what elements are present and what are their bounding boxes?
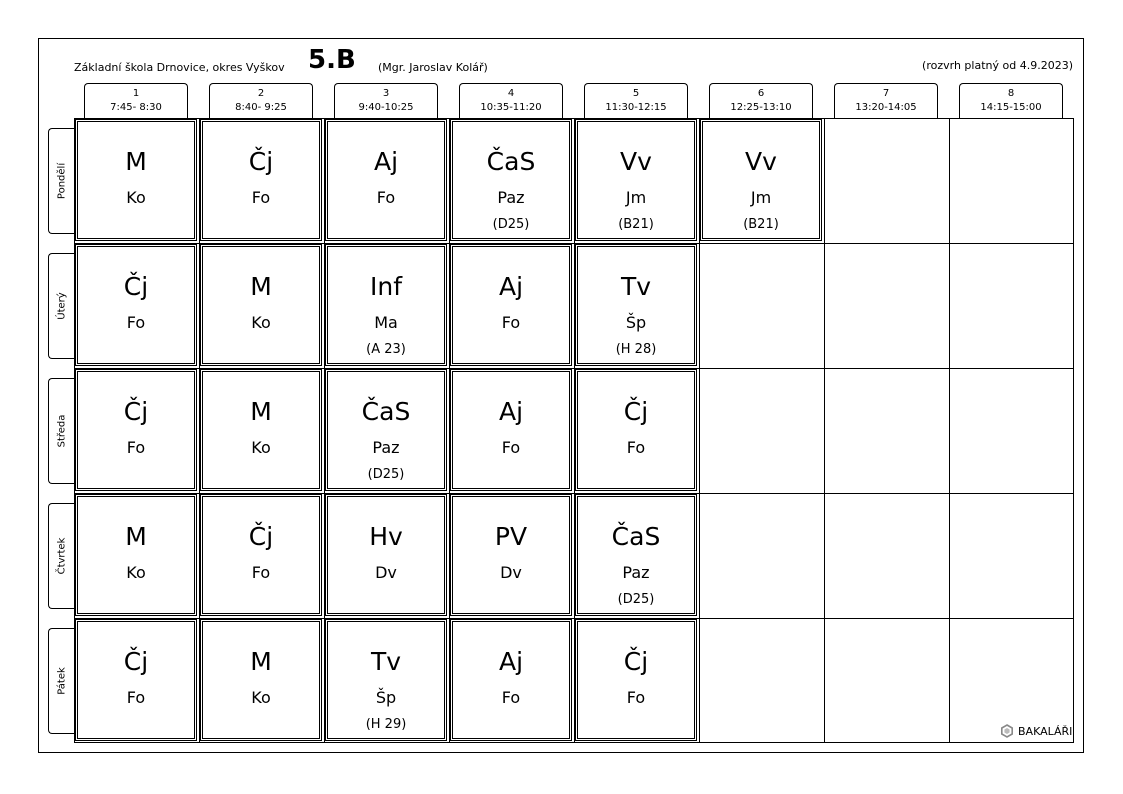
lesson-subject: Inf <box>369 272 403 301</box>
day-label <box>48 253 74 359</box>
period-number: 1 <box>132 88 140 99</box>
lesson-room: (D25) <box>492 217 530 232</box>
day-label <box>48 378 74 484</box>
lesson-cell <box>575 244 697 366</box>
lesson-room: (H 29) <box>365 717 407 732</box>
day-name: Pondělí <box>56 162 67 200</box>
lesson-subject: Čj <box>248 147 274 176</box>
lesson-subject: Čj <box>623 647 649 676</box>
period-time: 14:15-15:00 <box>980 102 1042 113</box>
lesson-subject: Aj <box>498 647 524 676</box>
lesson-teacher: Ko <box>251 688 271 707</box>
lesson-cell <box>450 494 572 616</box>
lesson-cell <box>325 494 447 616</box>
lesson-subject: Aj <box>373 147 399 176</box>
lesson-subject: Hv <box>369 522 403 551</box>
period-number: 5 <box>632 88 640 99</box>
lesson-teacher: Fo <box>626 438 646 457</box>
period-header <box>584 83 688 119</box>
lesson-teacher: Fo <box>376 188 396 207</box>
lesson-subject: M <box>250 647 272 676</box>
grid-column-divider <box>824 119 825 742</box>
period-header <box>834 83 938 119</box>
lesson-teacher: Fo <box>126 438 146 457</box>
lesson-cell <box>325 369 447 491</box>
class-teacher: (Mgr. Jaroslav Kolář) <box>378 61 488 74</box>
lesson-cell <box>200 244 322 366</box>
lesson-room: (B21) <box>743 217 779 232</box>
lesson-teacher: Paz <box>497 188 525 207</box>
lesson-teacher: Ko <box>126 563 146 582</box>
day-label <box>48 503 74 609</box>
lesson-cell <box>325 619 447 741</box>
lesson-cell <box>450 119 572 241</box>
lesson-cell <box>200 369 322 491</box>
lesson-room: (D25) <box>367 467 405 482</box>
lesson-subject: Tv <box>370 647 402 676</box>
lesson-cell <box>575 619 697 741</box>
lesson-teacher: Ma <box>374 313 398 332</box>
lesson-teacher: Šp <box>625 313 647 332</box>
period-header <box>334 83 438 119</box>
lesson-teacher: Ko <box>251 313 271 332</box>
lesson-cell <box>75 369 197 491</box>
lesson-teacher: Paz <box>372 438 400 457</box>
period-time: 11:30-12:15 <box>605 102 667 113</box>
lesson-cell <box>450 619 572 741</box>
day-label <box>48 628 74 734</box>
lesson-teacher: Fo <box>251 563 271 582</box>
lesson-cell <box>325 119 447 241</box>
lesson-subject: M <box>125 147 147 176</box>
lesson-cell <box>450 244 572 366</box>
period-number: 8 <box>1007 88 1015 99</box>
lesson-cell <box>75 244 197 366</box>
lesson-teacher: Ko <box>126 188 146 207</box>
school-name: Základní škola Drnovice, okres Vyškov <box>74 61 285 74</box>
lesson-cell <box>325 244 447 366</box>
lesson-subject: ČaS <box>361 397 411 426</box>
lesson-cell <box>575 369 697 491</box>
lesson-subject: M <box>250 272 272 301</box>
period-header <box>84 83 188 119</box>
bakalari-logo-icon <box>1000 724 1014 738</box>
lesson-subject: ČaS <box>486 147 536 176</box>
lesson-cell <box>575 119 697 241</box>
lesson-subject: Vv <box>745 147 777 176</box>
lesson-cell <box>200 119 322 241</box>
lesson-room: (B21) <box>618 217 654 232</box>
lesson-room: (H 28) <box>615 342 657 357</box>
lesson-teacher: Dv <box>375 563 397 582</box>
lesson-cell <box>75 119 197 241</box>
lesson-cell <box>575 494 697 616</box>
lesson-subject: Tv <box>620 272 652 301</box>
period-number: 6 <box>757 88 765 99</box>
valid-from: (rozvrh platný od 4.9.2023) <box>922 59 1073 72</box>
lesson-room: (A 23) <box>366 342 406 357</box>
lesson-subject: Čj <box>623 397 649 426</box>
period-time: 13:20-14:05 <box>855 102 917 113</box>
period-time: 8:40- 9:25 <box>235 102 287 113</box>
bakalari-logo <box>1000 724 1072 738</box>
lesson-cell <box>450 369 572 491</box>
lesson-subject: Aj <box>498 272 524 301</box>
period-header <box>459 83 563 119</box>
lesson-teacher: Fo <box>126 688 146 707</box>
period-number: 2 <box>257 88 265 99</box>
lesson-room: (D25) <box>617 592 655 607</box>
period-header <box>209 83 313 119</box>
lesson-cell <box>200 494 322 616</box>
lesson-cell <box>700 119 822 241</box>
period-number: 7 <box>882 88 890 99</box>
lesson-teacher: Jm <box>625 188 647 207</box>
lesson-subject: Čj <box>123 272 149 301</box>
period-number: 4 <box>507 88 515 99</box>
lesson-teacher: Fo <box>251 188 271 207</box>
lesson-subject: M <box>125 522 147 551</box>
lesson-subject: M <box>250 397 272 426</box>
lesson-subject: PV <box>494 522 528 551</box>
lesson-teacher: Jm <box>750 188 772 207</box>
logo-text: BAKALÁŘI <box>1018 724 1073 738</box>
lesson-subject: Čj <box>248 522 274 551</box>
lesson-cell <box>200 619 322 741</box>
day-name: Čtvrtek <box>56 537 67 575</box>
lesson-teacher: Fo <box>501 688 521 707</box>
period-time: 7:45- 8:30 <box>110 102 162 113</box>
lesson-teacher: Fo <box>501 313 521 332</box>
grid-column-divider <box>949 119 950 742</box>
day-name: Středa <box>56 414 67 448</box>
day-name: Úterý <box>56 292 67 320</box>
lesson-cell <box>75 619 197 741</box>
lesson-teacher: Ko <box>251 438 271 457</box>
lesson-subject: ČaS <box>611 522 661 551</box>
lesson-teacher: Paz <box>622 563 650 582</box>
lesson-teacher: Fo <box>126 313 146 332</box>
class-name: 5.B <box>308 45 356 75</box>
lesson-subject: Vv <box>620 147 652 176</box>
lesson-teacher: Fo <box>501 438 521 457</box>
lesson-cell <box>75 494 197 616</box>
lesson-subject: Čj <box>123 647 149 676</box>
period-time: 9:40-10:25 <box>358 102 414 113</box>
period-time: 12:25-13:10 <box>730 102 792 113</box>
period-header <box>959 83 1063 119</box>
period-header <box>709 83 813 119</box>
lesson-teacher: Dv <box>500 563 522 582</box>
lesson-teacher: Fo <box>626 688 646 707</box>
lesson-subject: Aj <box>498 397 524 426</box>
period-number: 3 <box>382 88 390 99</box>
period-time: 10:35-11:20 <box>480 102 542 113</box>
lesson-subject: Čj <box>123 397 149 426</box>
day-label <box>48 128 74 234</box>
day-name: Pátek <box>56 667 67 695</box>
lesson-teacher: Šp <box>375 688 397 707</box>
